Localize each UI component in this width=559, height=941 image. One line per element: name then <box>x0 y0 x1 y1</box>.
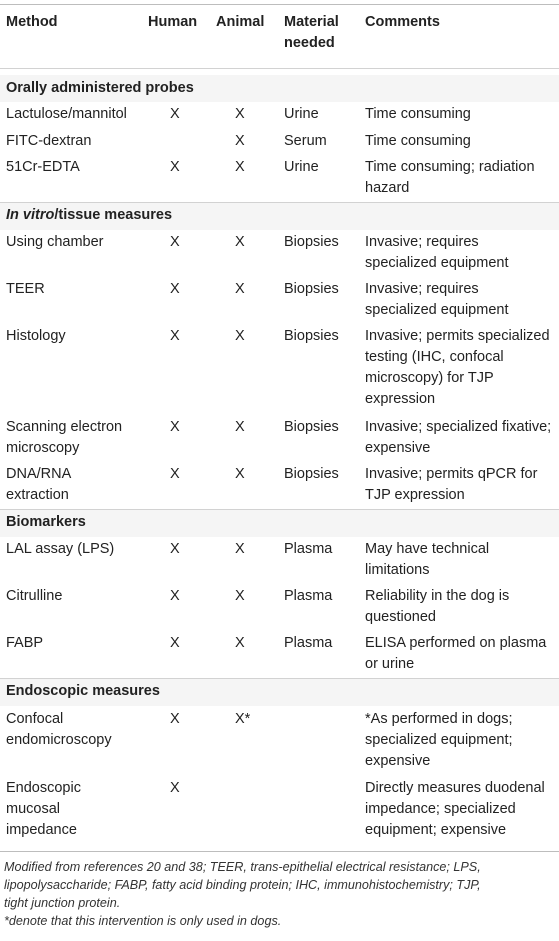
section-title-rest: /tissue measures <box>54 207 173 223</box>
cell-method: FABP <box>6 635 44 651</box>
cell-animal: X <box>235 635 245 651</box>
comment-line: expensive <box>365 440 431 456</box>
cell-comments <box>365 539 557 581</box>
table-bottom-rule <box>0 851 559 852</box>
comment-line: Invasive; permits qPCR for <box>365 466 538 482</box>
cell-material: Plasma <box>284 635 333 651</box>
section-title: Orally administered probes <box>6 80 194 96</box>
cell-comments <box>365 709 557 772</box>
cell-comments <box>365 464 557 506</box>
cell-animal: X <box>235 541 245 557</box>
cell-human: X <box>170 419 180 435</box>
comment-line: microscopy) for TJP <box>365 370 494 386</box>
method-line: mucosal <box>6 801 60 817</box>
comment-line: Directly measures duodenal <box>365 780 545 796</box>
cell-animal: X <box>235 419 245 435</box>
comment-line: limitations <box>365 562 430 578</box>
section-title <box>6 205 172 226</box>
cell-animal: X <box>235 281 245 297</box>
cell-human: X <box>170 635 180 651</box>
cell-material: Biopsies <box>284 466 339 482</box>
cell-comments <box>365 326 557 410</box>
cell-material: Biopsies <box>284 281 339 297</box>
section-title: Biomarkers <box>6 514 86 530</box>
header-animal: Animal <box>216 14 265 30</box>
header-material-line2: needed <box>284 35 335 51</box>
method-line: endomicroscopy <box>6 732 112 748</box>
comment-line: hazard <box>365 180 410 196</box>
cell-comments <box>365 232 557 274</box>
method-line: impedance <box>6 822 77 838</box>
footnote-line: lipopolysaccharide; FABP, fatty acid binding protein; IHC, immunohistochemistry; TJP, <box>4 878 481 892</box>
cell-comments <box>365 586 557 628</box>
header-method: Method <box>6 14 58 30</box>
method-line: Endoscopic <box>6 780 81 796</box>
header-human: Human <box>148 14 198 30</box>
cell-human: X <box>170 159 180 175</box>
cell-method <box>6 778 146 841</box>
header-comments: Comments <box>365 14 440 30</box>
cell-method <box>6 464 146 506</box>
cell-material: Biopsies <box>284 419 339 435</box>
comment-line: expression <box>365 391 436 407</box>
cell-comments <box>365 417 557 459</box>
cell-method <box>6 709 146 751</box>
cell-human: X <box>170 234 180 250</box>
cell-human: X <box>170 281 180 297</box>
method-line: DNA/RNA <box>6 466 72 482</box>
comment-line: specialized equipment <box>365 255 509 271</box>
comment-line: impedance; specialized <box>365 801 516 817</box>
cell-material: Urine <box>284 106 319 122</box>
cell-human: X <box>170 541 180 557</box>
comment-line: Invasive; requires <box>365 281 479 297</box>
cell-material: Serum <box>284 133 327 149</box>
comment-line: questioned <box>365 609 436 625</box>
cell-method: Using chamber <box>6 234 104 250</box>
cell-method: LAL assay (LPS) <box>6 541 115 557</box>
cell-animal: X <box>235 133 245 149</box>
cell-material: Urine <box>284 159 319 175</box>
cell-comments <box>365 633 557 675</box>
comment-line: expensive <box>365 753 431 769</box>
comment-line: ELISA performed on plasma <box>365 635 547 651</box>
section-title: Endoscopic measures <box>6 683 160 699</box>
comment-line: specialized equipment <box>365 302 509 318</box>
comment-line: Reliability in the dog is <box>365 588 510 604</box>
header-rule <box>0 68 559 69</box>
comment-line: Invasive; requires <box>365 234 479 250</box>
method-line: extraction <box>6 487 69 503</box>
cell-method <box>6 417 146 459</box>
comment-line: TJP expression <box>365 487 465 503</box>
cell-comments <box>365 157 557 199</box>
comment-line: May have technical <box>365 541 490 557</box>
comment-line: Time consuming; radiation <box>365 159 535 175</box>
cell-material: Biopsies <box>284 328 339 344</box>
cell-method: Citrulline <box>6 588 63 604</box>
cell-animal: X <box>235 106 245 122</box>
cell-human: X <box>170 106 180 122</box>
cell-animal: X <box>235 234 245 250</box>
cell-animal: X <box>235 328 245 344</box>
cell-human: X <box>170 711 180 727</box>
method-line: Scanning electron <box>6 419 123 435</box>
cell-method: Lactulose/mannitol <box>6 106 127 122</box>
cell-method: Histology <box>6 328 66 344</box>
comment-line: or urine <box>365 656 415 672</box>
cell-comments <box>365 778 557 841</box>
cell-comments: Time consuming <box>365 106 471 122</box>
cell-human: X <box>170 588 180 604</box>
header-material-line1: Material <box>284 14 339 30</box>
cell-animal: X <box>235 588 245 604</box>
table-footnote <box>4 858 556 930</box>
method-line: Confocal <box>6 711 64 727</box>
cell-method: 51Cr-EDTA <box>6 159 80 175</box>
comment-line: *As performed in dogs; <box>365 711 513 727</box>
table-top-rule <box>0 4 559 5</box>
cell-material: Plasma <box>284 541 333 557</box>
cell-animal: X* <box>235 711 251 727</box>
footnote-line: tight junction protein. <box>4 896 121 910</box>
cell-method: FITC-dextran <box>6 133 92 149</box>
cell-comments <box>365 279 557 321</box>
comment-line: Invasive; permits specialized <box>365 328 550 344</box>
comment-line: specialized equipment; <box>365 732 513 748</box>
cell-material: Plasma <box>284 588 333 604</box>
section-title-italic: In vitro <box>6 207 55 223</box>
footnote-line: *denote that this intervention is only used in dogs. <box>4 914 282 928</box>
cell-human: X <box>170 328 180 344</box>
header-material <box>284 12 364 54</box>
cell-method: TEER <box>6 281 45 297</box>
comment-line: testing (IHC, confocal <box>365 349 504 365</box>
comment-line: Invasive; specialized fixative; <box>365 419 552 435</box>
footnote-line: Modified from references 20 and 38; TEER, trans-epithelial electrical resistance; LPS, <box>4 860 481 874</box>
cell-human: X <box>170 780 180 796</box>
cell-comments: Time consuming <box>365 133 471 149</box>
cell-animal: X <box>235 159 245 175</box>
cell-material: Biopsies <box>284 234 339 250</box>
comment-line: equipment; expensive <box>365 822 507 838</box>
method-line: microscopy <box>6 440 80 456</box>
cell-human: X <box>170 466 180 482</box>
cell-animal: X <box>235 466 245 482</box>
